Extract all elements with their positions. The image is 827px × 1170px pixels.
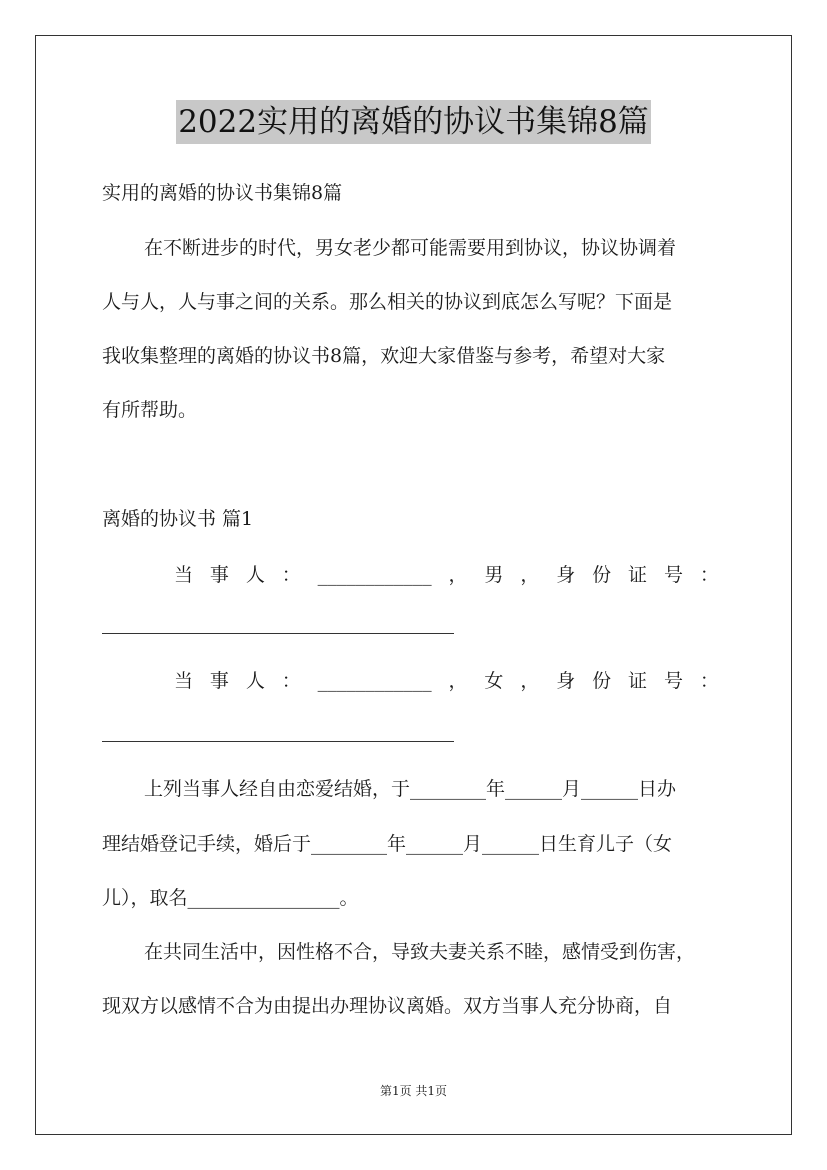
document-title-wrap	[0, 100, 827, 144]
party-field-token: 证	[628, 670, 648, 692]
marriage-paragraph-line: 理结婚登记手续，婚后于________年______月______日生育儿子（女	[102, 833, 673, 855]
party-field-token: ：	[281, 670, 301, 692]
party-field-token: 份	[592, 670, 612, 692]
marriage-paragraph-line: 上列当事人经自由恋爱结婚，于________年______月______日办	[144, 778, 677, 800]
party-field-token: 事	[209, 564, 229, 586]
party-field-token: ，	[448, 670, 468, 692]
party-field-token: 女	[484, 670, 504, 692]
life-paragraph-line: 现双方以感情不合为由提出办理协议离婚。双方当事人充分协商，自	[102, 995, 673, 1017]
party-field-token: 当	[174, 564, 194, 586]
party-field-token: ，	[448, 564, 468, 586]
party-field-token: ，	[520, 564, 540, 586]
party-male-row	[174, 563, 719, 587]
party-field-token: 证	[628, 564, 648, 586]
party-field-token: 份	[592, 564, 612, 586]
party-field-token: 男	[484, 564, 504, 586]
id-number-blank-line	[102, 633, 454, 634]
section-heading: 离婚的协议书 篇1	[102, 508, 254, 530]
party-field-token: 事	[209, 670, 229, 692]
id-number-blank-line	[102, 741, 454, 742]
party-field-token: 号	[663, 670, 683, 692]
party-field-token: 人	[245, 564, 265, 586]
life-paragraph-line: 在共同生活中，因性格不合，导致夫妻关系不睦，感情受到伤害，	[144, 941, 696, 963]
marriage-paragraph-line: 儿），取名________________。	[102, 887, 359, 909]
party-field-token: ，	[520, 670, 540, 692]
party-field-token: ____________	[317, 670, 432, 692]
party-field-token: ____________	[317, 564, 432, 586]
party-field-token: 身	[556, 670, 576, 692]
intro-line: 有所帮助。	[102, 399, 198, 421]
party-field-token: 身	[556, 564, 576, 586]
party-field-token: 人	[245, 670, 265, 692]
party-field-token: 号	[663, 564, 683, 586]
subtitle: 实用的离婚的协议书集锦8篇	[102, 182, 343, 204]
party-field-token: ：	[699, 564, 719, 586]
party-field-token: 当	[174, 670, 194, 692]
page-footer: 第1页 共1页	[379, 1084, 448, 1098]
document-title: 2022实用的离婚的协议书集锦8篇	[176, 100, 651, 144]
intro-line: 我收集整理的离婚的协议书8篇，欢迎大家借鉴与参考，希望对大家	[102, 345, 666, 367]
party-female-row	[174, 669, 719, 693]
intro-line: 在不断进步的时代，男女老少都可能需要用到协议，协议协调着	[144, 237, 677, 259]
intro-line: 人与人，人与事之间的关系。那么相关的协议到底怎么写呢？下面是	[102, 291, 673, 313]
party-field-token: ：	[699, 670, 719, 692]
party-field-token: ：	[281, 564, 301, 586]
